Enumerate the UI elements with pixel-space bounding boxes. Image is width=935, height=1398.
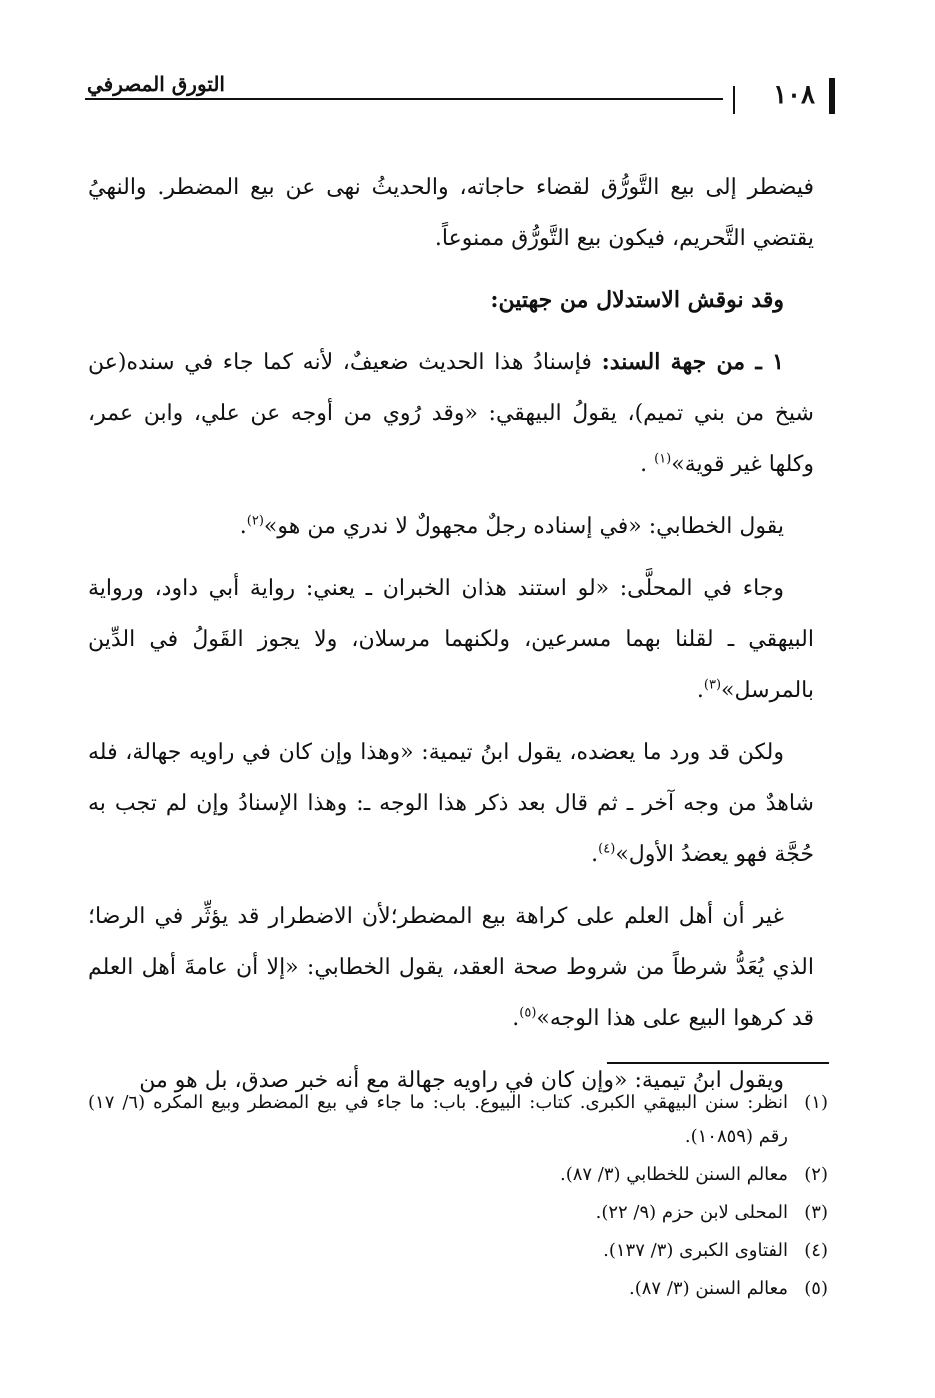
paragraph-7-end: . — [512, 1006, 520, 1031]
header-separator — [733, 86, 735, 114]
paragraph-4 — [88, 501, 814, 552]
paragraph-2 — [88, 275, 814, 326]
main-text — [88, 162, 814, 1117]
paragraph-7 — [88, 891, 814, 1044]
footnote-ref-4: (٤) — [598, 841, 616, 857]
footnote-text: انظر: سنن البيهقي الكبرى. كتاب: البيوع. باب: ما جاء في بيع المضطر وبيع المكره (٦/ ١٧) رقم (١٠٨٥٩). — [88, 1092, 788, 1147]
footnote-number: (٥) — [804, 1278, 828, 1299]
footnote-number: (٣) — [804, 1202, 828, 1223]
paragraph-4-text: يقول الخطابي: «في إسناده رجلٌ مجهولٌ لا ندري من هو» — [263, 514, 784, 539]
footnote-4 — [88, 1234, 828, 1268]
footnote-ref-1: (١) — [654, 451, 672, 467]
paragraph-3 — [88, 337, 814, 490]
footnote-ref-2: (٢) — [246, 513, 264, 529]
paragraph-5 — [88, 563, 814, 716]
paragraph-2-text: وقد نوقش الاستدلال من جهتين: — [490, 287, 784, 313]
footnote-ref-5: (٥) — [519, 1005, 537, 1021]
footnote-ref-3: (٣) — [703, 677, 722, 693]
page-header — [85, 72, 835, 122]
footnote-1 — [88, 1086, 828, 1154]
paragraph-6-text: ولكن قد ورد ما يعضده، يقول ابنُ تيمية: «وهذا وإن كان في راويه جهالة، فله شاهدٌ من وجه آخر ـ ثم قال بعد ذكر هذا الوجه ـ: وهذا الإسنادُ وإن لم تجب به حُجَّة فهو يعضدُ الأول» — [88, 740, 814, 867]
paragraph-3-end: . — [640, 452, 655, 477]
page-number: ١٠٨ — [773, 80, 815, 110]
footnote-number: (٢) — [804, 1164, 828, 1185]
section-lead: ١ ـ من جهة السند: — [601, 349, 784, 375]
footnote-number: (١) — [804, 1092, 828, 1113]
paragraph-5-end: . — [696, 678, 704, 703]
footnote-number: (٤) — [804, 1240, 828, 1261]
footnote-text: معالم السنن للخطابي (٣/ ٨٧). — [559, 1164, 788, 1185]
footnote-3 — [88, 1196, 828, 1230]
paragraph-4-end: . — [239, 514, 247, 539]
footnote-separator — [607, 1062, 829, 1064]
footnote-text: معالم السنن (٣/ ٨٧). — [629, 1278, 788, 1299]
paragraph-1 — [88, 162, 814, 264]
paragraph-6-end: . — [591, 842, 599, 867]
paragraph-3-text: فإسنادُ هذا الحديث ضعيفٌ، لأنه كما جاء في سنده(عن شيخ من بني تميم)، يقولُ البيهقي: «وقد رُوي من أوجه عن علي، وابن عمر، وكلها غير قوية» — [88, 350, 814, 477]
footnote-2 — [88, 1158, 828, 1192]
footnote-text: الفتاوى الكبرى (٣/ ١٣٧). — [603, 1240, 788, 1261]
paragraph-8-text: ويقول ابنُ تيمية: «وإن كان في راويه جهالة مع أنه خبر صدق، بل هو من — [139, 1068, 784, 1093]
paragraph-6 — [88, 727, 814, 880]
footnote-5 — [88, 1272, 828, 1306]
paragraph-5-text: وجاء في المحلَّى: «لو استند هذان الخبران ـ يعني: رواية أبي داود، ورواية البيهقي ـ لقلنا بهما مسرعين، ولكنهما مرسلان، ولا يجوز القَولُ في الدِّين بالمرسل» — [88, 576, 814, 703]
header-rule — [85, 98, 723, 100]
footnotes — [88, 1086, 828, 1310]
paragraph-1-text: فيضطر إلى بيع التَّورُّق لقضاء حاجاته، والحديثُ نهى عن بيع المضطر. والنهيُ يقتضي التَّحريم، فيكون بيع التَّورُّق ممنوعاً. — [88, 175, 814, 251]
footnote-text: المحلى لابن حزم (٩/ ٢٢). — [595, 1202, 788, 1223]
header-bar — [829, 78, 835, 114]
paragraph-7-text: غير أن أهل العلم على كراهة بيع المضطر؛لأن الاضطرار قد يؤثِّر في الرضا؛ الذي يُعَدُّ شرطاً من شروط صحة العقد، يقول الخطابي: «إلا أن عامةَ أهل العلم قد كرهوا البيع على هذا الوجه» — [88, 904, 814, 1031]
running-title: التورق المصرفي — [87, 72, 225, 96]
